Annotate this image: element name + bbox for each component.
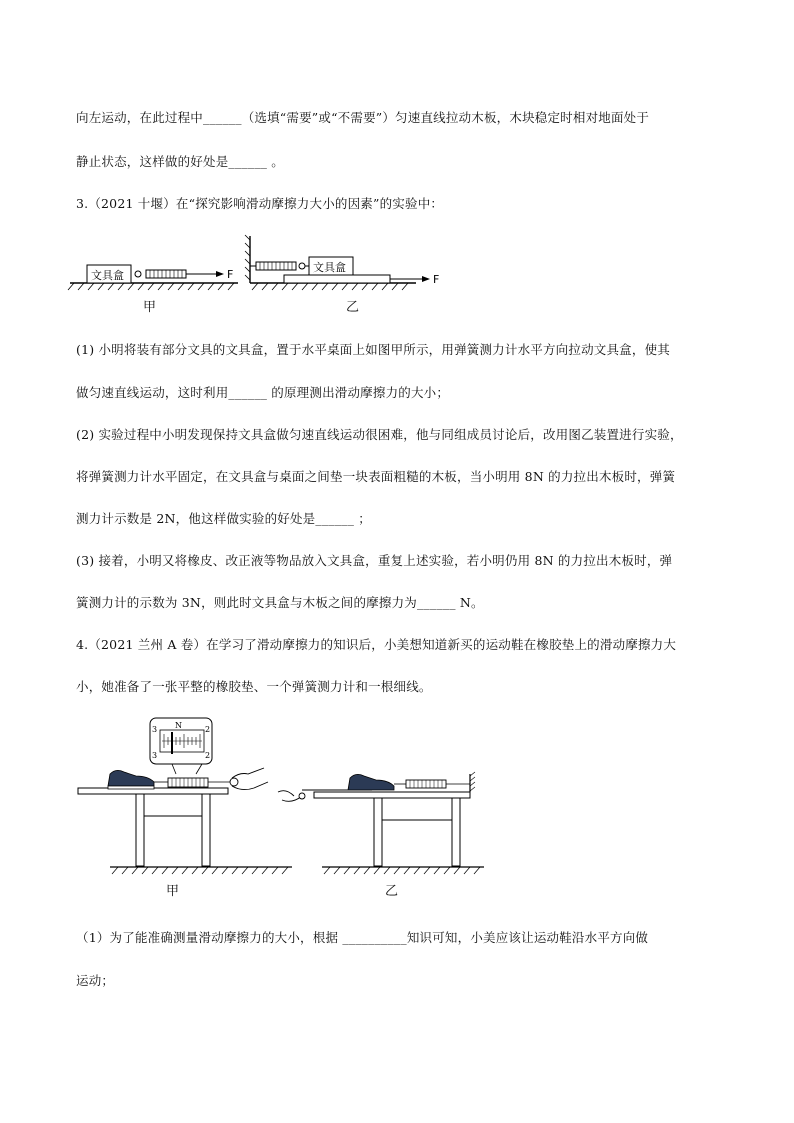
question-3-heading: 3.（2021 十堰）在“探究影响滑动摩擦力大小的因素”的实验中：	[76, 196, 444, 211]
force-label-right: F	[433, 273, 440, 286]
text-line-q3-1b: 做匀速直线运动，这时利用______ 的原理测出滑动摩擦力的大小；	[76, 385, 450, 400]
text-line-q3-3b: 簧测力计的示数为 3N，则此时文具盒与木板之间的摩擦力为______ N。	[76, 595, 484, 610]
text-line-2: 静止状态，这样做的好处是______ 。	[76, 154, 284, 169]
text-line-q4-1b: 运动；	[76, 973, 115, 988]
text-line-q3-2a: (2) 实验过程中小明发现保持文具盒做匀速直线运动很困难，他与同组成员讨论后，改用图乙装置进行实验，	[76, 427, 683, 442]
text-line-q4-b: 小，她准备了一张平整的橡胶垫、一个弹簧测力计和一根细线。	[76, 679, 432, 694]
figure1-caption-jia: 甲	[143, 300, 157, 315]
figure-shoe-friction-experiment	[72, 712, 492, 882]
dial-label-2a: 2	[205, 725, 211, 734]
dial-label-n: N	[175, 721, 182, 730]
text-line-q3-1a: (1) 小明将装有部分文具的文具盒，置于水平桌面上如图甲所示，用弹簧测力计水平方向拉动文具盒，使其	[76, 342, 670, 357]
figure-pencil-box-experiment	[66, 226, 456, 316]
text-line-q3-2c: 测力计示数是 2N，他这样做实验的好处是______ ；	[76, 511, 371, 526]
text-line-1: 向左运动，在此过程中______（选填“需要”或“不需要”）匀速直线拉动木板，木块稳定时相对地面处于	[76, 110, 650, 125]
text-line-q3-3a: (3) 接着，小明又将橡皮、改正液等物品放入文具盒，重复上述实验，若小明仍用 8N 的力拉出木板时，弹	[76, 553, 673, 568]
dial-label-3b: 3	[152, 751, 158, 760]
text-line-q3-2b: 将弹簧测力计水平固定，在文具盒与桌面之间垫一块表面粗糙的木板，当小明用 8N 的力拉出木板时，弹簧	[76, 469, 676, 484]
text-line-q4-1a: （1）为了能准确测量滑动摩擦力的大小，根据 __________知识可知，小美应该让运动鞋沿水平方向做	[76, 930, 649, 945]
question-4-heading: 4.（2021 兰州 A 卷）在学习了滑动摩擦力的知识后，小美想知道新买的运动鞋在橡胶垫上的滑动摩擦力大	[76, 637, 677, 652]
figure2-caption-yi: 乙	[385, 884, 399, 899]
dial-label-3a: 3	[152, 725, 158, 734]
box-label-left: 文具盒	[91, 269, 124, 282]
figure2-caption-jia: 甲	[166, 884, 180, 899]
force-label-left: F	[227, 268, 234, 281]
box-label-right: 文具盒	[313, 261, 346, 274]
figure1-caption-yi: 乙	[346, 300, 360, 315]
dial-label-2b: 2	[205, 751, 211, 760]
